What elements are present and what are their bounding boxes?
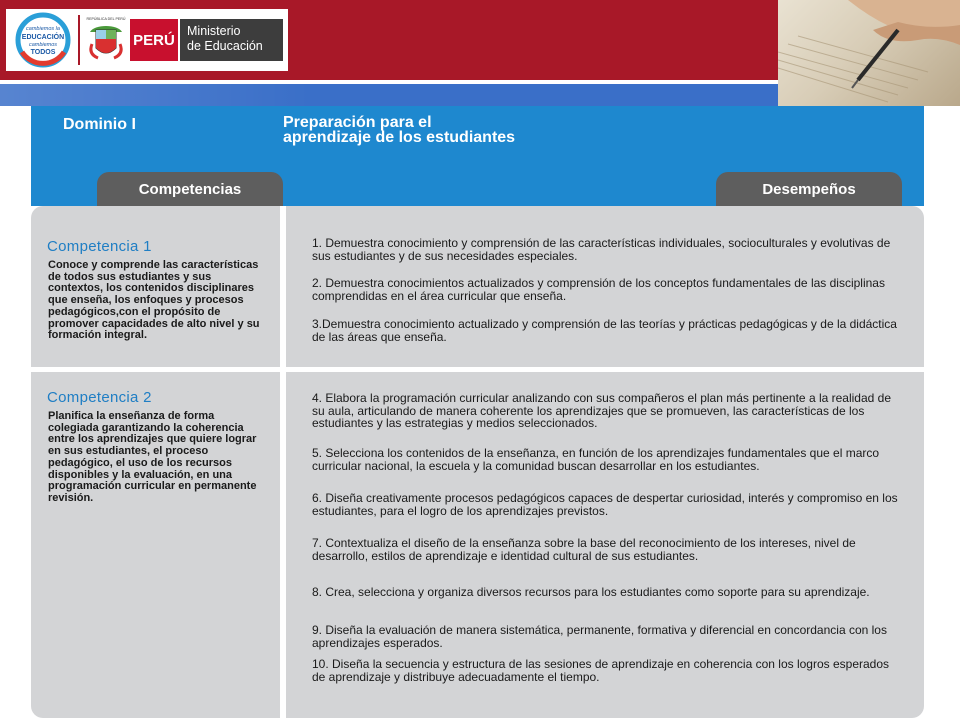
dominio-title: Preparación para el aprendizaje de los estudiantes [283,114,516,146]
desempeno-item: 1. Demuestra conocimiento y comprensión de las características individuales, socioculturales y evolutivas de sus estudiantes y de sus necesidades especiales. [312,236,891,263]
logo-separator [78,15,80,65]
ministerio-label: Ministerio de Educación [180,19,283,61]
desempeno-item: 10. Diseña la secuencia y estructura de las sesiones de aprendizaje en coherencia con los logros esperados de aprendizaje y distribuye adecuadamente el tiempo. [312,657,890,684]
competencia-1-text: Conoce y comprende las características de todos sus estudiantes y sus contextos, los contenidos disciplinares que enseña, los enfoques y procesos pedagógicos,con el propósito de promover capacidades de alto nivel y su formación integral. [48,259,260,342]
peru-label: PERÚ [130,19,178,61]
logo-area [6,9,288,71]
logo-text-3: cambiemos [28,42,58,48]
desempeno-item: 7. Contextualiza el diseño de la enseñanza sobre la base del reconocimiento de los intereses, nivel de desarrollo, estilos de aprendizaje e identidad cultural de sus estudiantes. [312,536,856,563]
header-blue-stripe [0,84,778,106]
writing-hand-photo [778,0,960,106]
tab-competencias: Competencias [97,172,283,206]
competencia-2-text: Planifica la enseñanza de forma colegiada garantizando la coherencia entre los aprendizajes que quiere lograr en sus estudiantes, el proceso pedagógico, el uso de los recursos disponibles y la evaluación, en una programación curricular en permanente revisión. [48,410,257,504]
desempeno-item: 5. Selecciona los contenidos de la enseñanza, en función de los aprendizajes fundamentales que el marco curricular nacional, la escuela y la comunidad buscan desarrollar en los estudiantes. [312,446,880,473]
desempeno-item: 4. Elabora la programación curricular analizando con sus compañeros el plan más pertinente a la realidad de su aula, articulando de manera coherente los aprendizajes que se promueven, las características de los estudiantes y las estrategias y medios seleccionados. [312,391,891,431]
desempeno-item: 3.Demuestra conocimiento actualizado y comprensión de las teorías y prácticas pedagógicas y de la didáctica de las áreas que enseña. [312,317,897,344]
competencia-2-title: Competencia 2 [47,389,152,406]
logo-text-4: TODOS [30,49,56,56]
desempeno-item: 6. Diseña creativamente procesos pedagógicos capaces de despertar curiosidad, interés y compromiso en los estudiantes, para el logro de los aprendizajes previstos. [312,491,898,518]
desempeno-item: 9. Diseña la evaluación de manera sistemática, permanente, formativa y diferencial en concordancia con los aprendizajes esperados. [312,623,887,650]
tab-desempenos: Desempeños [716,172,902,206]
republica-text: REPÚBLICA DEL PERÚ [86,17,126,21]
logo-text-2: EDUCACIÓN [21,34,65,41]
competencia-1-title: Competencia 1 [47,238,152,255]
coat-of-arms-icon [86,14,126,66]
desempeno-item: 8. Crea, selecciona y organiza diversos recursos para los estudiantes como soporte para su aprendizaje. [312,585,870,599]
desempeno-item: 2. Demuestra conocimientos actualizados y comprensión de los conceptos fundamentales de las disciplinas comprendidas en el área curricular que enseña. [312,276,885,303]
logo-text-1: cambiemos la [26,26,60,32]
cambiemos-educacion-logo [12,12,74,68]
dominio-label: Dominio I [63,116,136,133]
